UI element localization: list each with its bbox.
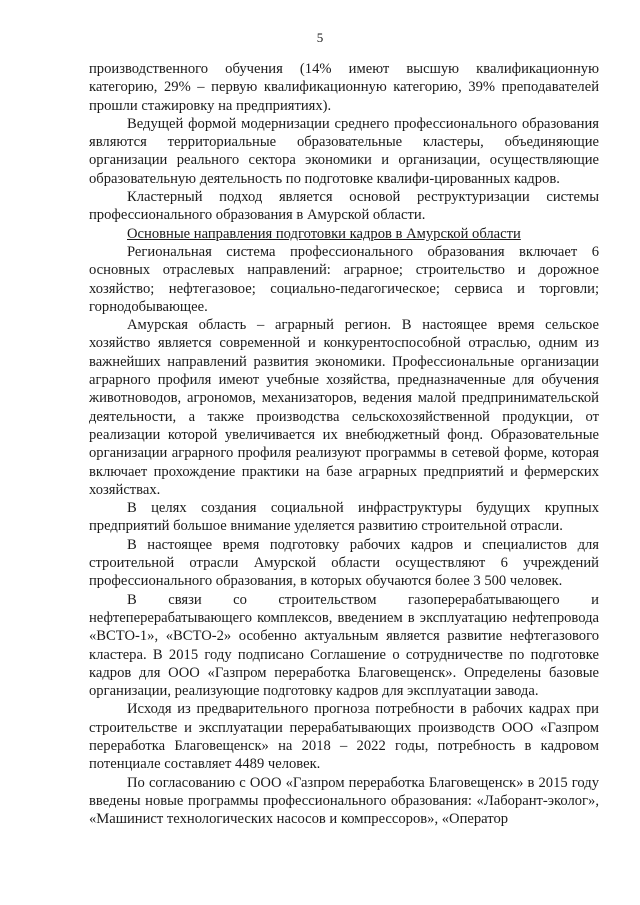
paragraph-agrarian-region: Амурская область – аграрный регион. В настоящее время сельское хозяйство является современной и конкурентоспособной отраслью, одним из важнейших направлений развития экономики. Профессиональные организации аграрного профиля имеют учебные хозяйства, предназначенные для обучения животноводов, агрономов, механизаторов, ведения малой предпринимательской деятельности, а также производства сельскохозяйственной продукции, от реализации которой увеличивается их внебюджетный фонд. Образовательные организации аграрного профиля реализуют программы в сетевой форме, которая включает прохождение практики на базе аграрных предприятий и фермерских хозяйствах. [89, 317, 599, 498]
page-number: 5 [316, 30, 324, 45]
paragraph-oil-gas-cluster: В связи со строительством газоперерабатывающего и нефтеперерабатывающего комплексов, введением в эксплуатацию нефтепровода «ВСТО-1», «ВСТО-2» особенно актуальным является развитие нефтегазового кластера. В 2015 году подписано Соглашение о сотрудничестве по подготовке кадров для ООО «Газпром переработка Благовещенск». Определены базовые организации, реализующие подготовку кадров для эксплуатации завода. [89, 591, 599, 700]
paragraph-social-infrastructure: В целях создания социальной инфраструктуры будущих крупных предприятий большое внимание уделяется развитию строительной отрасли. [89, 500, 599, 535]
paragraph-cluster-approach: Кластерный подход является основой реструктуризации системы профессионального образования в Амурской области. [89, 189, 599, 224]
paragraph-regional-system: Региональная система профессионального образования включает 6 основных отраслевых направлений: аграрное; строительство и дорожное хозяйство; нефтегазовое; социально-педагогическое; сервиса и торговли; горнодобывающее. [89, 243, 599, 315]
paragraph-construction-training: В настоящее время подготовку рабочих кадров и специалистов для строительной отрасли Амурской области осуществляют 6 учреждений профессионального образования, в которых обучаются более 3 500 человек. [89, 536, 599, 590]
section-heading: Основные направления подготовки кадров в Амурской области [127, 225, 521, 242]
paragraph-forecast: Исходя из предварительного прогноза потребности в рабочих кадрах при строительстве и эксплуатации перерабатывающих производств ООО «Газпром переработка Благовещенск» на 2018 – 2022 годы, потребность в кадровом потенциале составляет 4489 человек. [89, 701, 599, 773]
paragraph-new-programs: По согласованию с ООО «Газпром переработка Благовещенск» в 2015 году введены новые программы профессионального образования: «Лаборант-эколог», «Машинист технологических насосов и компрессоров», «Оператор [89, 774, 599, 828]
document-body [89, 60, 599, 828]
paragraph-clusters: Ведущей формой модернизации среднего профессионального образования являются территориальные образовательные кластеры, объединяющие организации реального сектора экономики и организации, осуществляющие образовательную деятельность по подготовке квалифи-цированных кадров. [89, 115, 599, 187]
paragraph-continuation: производственного обучения (14% имеют высшую квалификационную категорию, 29% – первую квалификационную категорию, 39% преподавателей прошли стажировку на предприятиях). [89, 61, 599, 114]
